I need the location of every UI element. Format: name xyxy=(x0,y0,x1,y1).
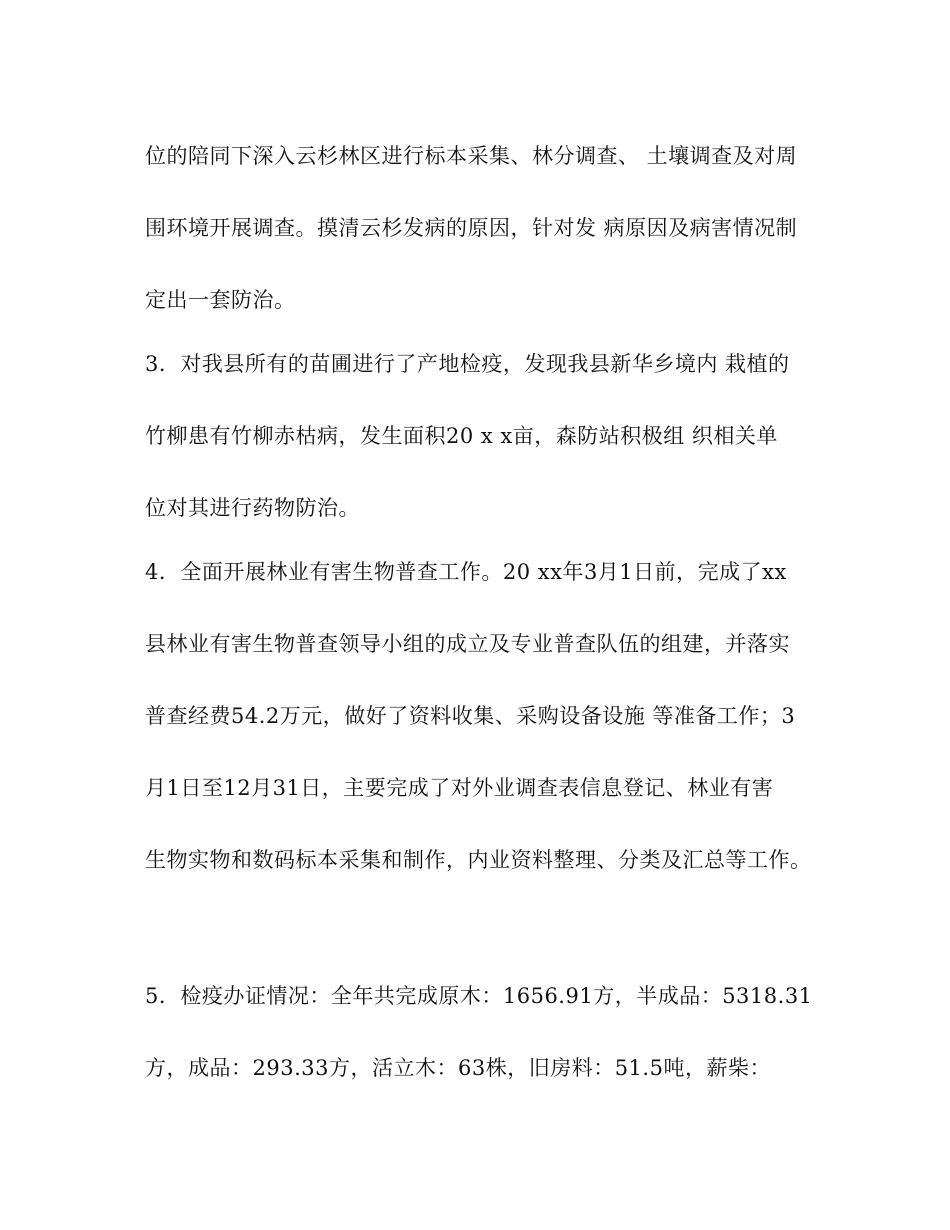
text-line: 围环境开展调查。摸清云杉发病的原因，针对发 病原因及病害情况制 xyxy=(145,216,798,240)
text-line: 生物实物和数码标本采集和制作，内业资料整理、分类及汇总等工作。 xyxy=(145,848,812,872)
text-line: 月1日至12月31日，主要完成了对外业调查表信息登记、林业有害 xyxy=(145,776,774,800)
text-line: 县林业有害生物普查领导小组的成立及专业普查队伍的组建，并落实 xyxy=(145,632,790,656)
text-line: 位的陪同下深入云杉林区进行标本采集、林分调查、 土壤调查及对周 xyxy=(145,144,798,168)
text-line: 方，成品：293.33方，活立木：63株，旧房料：51.5吨，薪柴： xyxy=(145,1056,771,1080)
text-line: 普查经费54.2万元，做好了资料收集、采购设备设施 等准备工作；3 xyxy=(145,704,796,728)
text-line: 4．全面开展林业有害生物普查工作。20 xx年3月1日前，完成了xx xyxy=(145,560,787,584)
text-line: 3．对我县所有的苗圃进行了产地检疫，发现我县新华乡境内 栽植的 xyxy=(145,352,790,376)
text-line: 位对其进行药物防治。 xyxy=(145,496,360,520)
text-line: 定出一套防治。 xyxy=(145,288,296,312)
text-line: 5．检疫办证情况：全年共完成原木：1656.91方，半成品：5318.31 xyxy=(145,984,813,1008)
text-line: 竹柳患有竹柳赤枯病，发生面积20 x x亩，森防站积极组 织相关单 xyxy=(145,424,778,448)
